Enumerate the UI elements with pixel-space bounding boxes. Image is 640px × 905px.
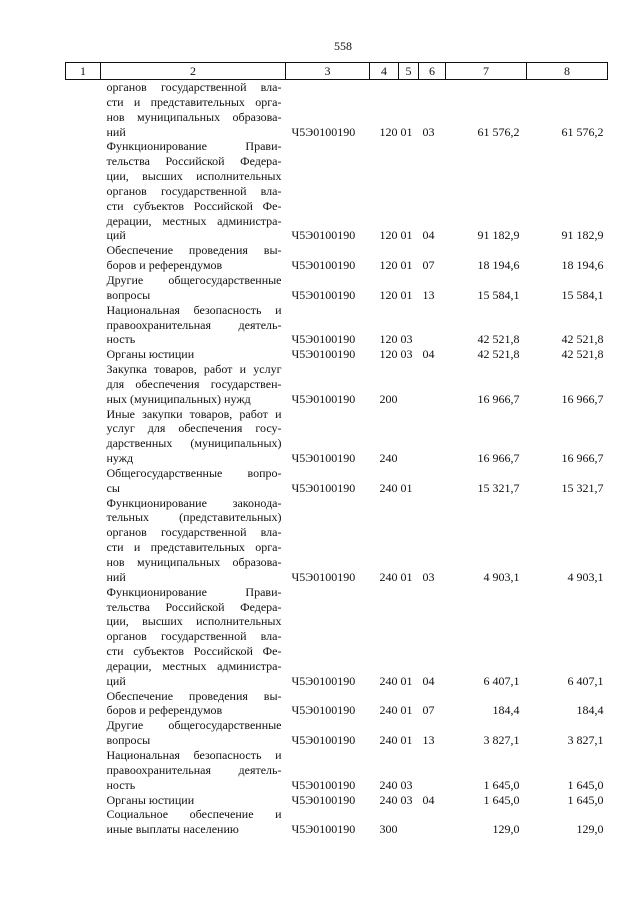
- row-code: Ч5Э0100190: [291, 258, 356, 273]
- row-name: [101, 243, 286, 273]
- table-row: [66, 407, 608, 466]
- row-col-5: 03: [400, 347, 413, 362]
- row-name-line: органов государственной вла-: [106, 525, 282, 540]
- row-code: Ч5Э0100190: [291, 347, 356, 362]
- row-amount-8: 42 521,8: [561, 332, 604, 347]
- row-col-1: [66, 718, 101, 748]
- row-amount-7: 4 903,1: [483, 569, 520, 584]
- row-col-1: [66, 273, 101, 303]
- header-col-4: 4: [370, 63, 399, 80]
- row-code: Ч5Э0100190: [291, 332, 356, 347]
- row-code: Ч5Э0100190: [291, 391, 356, 406]
- row-col-6: 04: [422, 347, 435, 362]
- row-col-5: 03: [400, 777, 413, 792]
- row-col-6: 13: [422, 733, 435, 748]
- row-name: [101, 139, 286, 243]
- row-col-5: 01: [400, 124, 413, 139]
- table-row: [66, 496, 608, 585]
- page-number: 558: [334, 39, 352, 53]
- row-name-line: Органы юстиции: [106, 792, 195, 807]
- row-amount-7: 3 827,1: [483, 733, 520, 748]
- row-amount-8: 16 966,7: [561, 391, 604, 406]
- row-name-line: тельства Российской Федера-: [106, 599, 282, 614]
- row-name: [101, 496, 286, 585]
- row-col-5: 01: [400, 673, 413, 688]
- row-name: [101, 585, 286, 689]
- row-name-line: нужд: [106, 451, 134, 466]
- row-name-line: дерации, местных администра-: [106, 658, 282, 673]
- row-amount-7: 18 194,6: [477, 258, 520, 273]
- row-amount-8: 3 827,1: [567, 733, 604, 748]
- row-name: [101, 347, 286, 362]
- row-col-5: 01: [400, 480, 413, 495]
- row-name: [101, 303, 286, 348]
- row-amount-8: 16 966,7: [561, 451, 604, 466]
- row-col-1: [66, 689, 101, 719]
- row-col-4: 240: [379, 451, 398, 466]
- row-name-line: дарственных (муниципальных): [106, 436, 282, 451]
- row-amount-8: 15 584,1: [561, 287, 604, 302]
- row-name-line: тельных (представительных): [106, 510, 282, 525]
- row-col-6: [419, 748, 446, 793]
- row-amount-7: 1 645,0: [483, 777, 520, 792]
- row-name-line: Функционирование законода-: [106, 495, 282, 510]
- row-name: [101, 466, 286, 496]
- row-col-5: 01: [400, 703, 413, 718]
- table-row: [66, 303, 608, 348]
- row-code: Ч5Э0100190: [291, 703, 356, 718]
- row-code: Ч5Э0100190: [291, 480, 356, 495]
- row-name-line: ность: [106, 777, 136, 792]
- row-code: Ч5Э0100190: [291, 569, 356, 584]
- row-name-line: Функционирование Прави-: [106, 139, 282, 154]
- row-name: [101, 80, 286, 140]
- table-row: [66, 347, 608, 362]
- row-name-line: Обеспечение проведения вы-: [106, 243, 282, 258]
- row-amount-7: 16 966,7: [477, 451, 520, 466]
- row-name-line: иные выплаты населению: [106, 822, 239, 837]
- row-name-line: нов муниципальных образова-: [106, 555, 282, 569]
- row-col-6: [419, 362, 446, 407]
- table-row: [66, 139, 608, 243]
- row-col-1: [66, 243, 101, 273]
- row-amount-7: 15 321,7: [477, 480, 520, 495]
- row-name-line: нов муниципальных образова-: [106, 109, 282, 124]
- row-col-5: 03: [400, 792, 413, 807]
- row-amount-8: 1 645,0: [567, 777, 604, 792]
- row-col-5: 01: [400, 228, 413, 243]
- table-row: [66, 243, 608, 273]
- row-name-line: вопросы: [106, 733, 151, 748]
- row-col-1: [66, 303, 101, 348]
- row-name-line: органов государственной вла-: [106, 80, 282, 94]
- row-col-1: [66, 807, 101, 837]
- header-col-3: 3: [286, 63, 370, 80]
- row-name-line: ции, высших исполнительных: [106, 614, 282, 629]
- row-amount-7: 1 645,0: [483, 792, 520, 807]
- row-col-1: [66, 585, 101, 689]
- row-col-6: [419, 303, 446, 348]
- row-col-1: [66, 139, 101, 243]
- row-code: Ч5Э0100190: [291, 777, 356, 792]
- table-row: [66, 585, 608, 689]
- row-col-5: [399, 807, 419, 837]
- row-amount-8: 18 194,6: [561, 258, 604, 273]
- row-name-line: ций: [106, 228, 126, 243]
- budget-table: [65, 62, 608, 837]
- row-col-1: [66, 793, 101, 808]
- row-name-line: сти субъектов Российской Фе-: [106, 198, 282, 213]
- row-col-5: 01: [400, 569, 413, 584]
- table-body: [66, 80, 608, 838]
- row-name-line: ных (муниципальных) нужд: [106, 391, 251, 406]
- row-col-4: 200: [379, 391, 398, 406]
- row-col-4: 240: [379, 792, 398, 807]
- table-row: [66, 80, 608, 140]
- row-amount-7: 91 182,9: [477, 228, 520, 243]
- row-amount-7: 129,0: [492, 822, 520, 837]
- row-col-6: 07: [422, 258, 435, 273]
- row-col-1: [66, 362, 101, 407]
- row-name-line: сти и представительных орга-: [106, 94, 282, 109]
- row-name-line: Органы юстиции: [106, 347, 195, 362]
- row-name-line: ций: [106, 673, 126, 688]
- row-name-line: сти субъектов Российской Фе-: [106, 644, 282, 659]
- row-name-line: для обеспечения государствен-: [106, 376, 282, 391]
- row-name-line: правоохранительная деятель-: [106, 762, 282, 777]
- row-col-5: 01: [400, 258, 413, 273]
- row-name: [101, 689, 286, 719]
- row-amount-8: 1 645,0: [567, 792, 604, 807]
- row-col-4: 240: [379, 733, 398, 748]
- row-col-1: [66, 496, 101, 585]
- row-col-5: 01: [400, 287, 413, 302]
- row-col-6: 13: [422, 287, 435, 302]
- row-name-line: Другие общегосударственные: [106, 718, 282, 733]
- row-name: [101, 748, 286, 793]
- header-col-6: 6: [419, 63, 446, 80]
- row-col-4: 120: [379, 124, 398, 139]
- row-col-6: 04: [422, 228, 435, 243]
- row-name-line: Другие общегосударственные: [106, 272, 282, 287]
- row-col-4: 120: [379, 347, 398, 362]
- table-row: [66, 807, 608, 837]
- row-name-line: Национальная безопасность и: [106, 747, 282, 762]
- row-amount-8: 15 321,7: [561, 480, 604, 495]
- row-code: Ч5Э0100190: [291, 822, 356, 837]
- row-col-1: [66, 407, 101, 466]
- row-amount-7: 15 584,1: [477, 287, 520, 302]
- row-code: Ч5Э0100190: [291, 733, 356, 748]
- row-name-line: ний: [106, 124, 126, 139]
- row-amount-8: 61 576,2: [561, 124, 604, 139]
- row-name-line: вопросы: [106, 287, 151, 302]
- row-name: [101, 807, 286, 837]
- row-name-line: сы: [106, 480, 120, 495]
- row-name-line: Общегосударственные вопро-: [106, 465, 282, 480]
- row-amount-7: 42 521,8: [477, 332, 520, 347]
- row-name-line: дерации, местных администра-: [106, 213, 282, 228]
- row-name-line: правоохранительная деятель-: [106, 317, 282, 332]
- table-row: [66, 273, 608, 303]
- row-name-line: ность: [106, 332, 136, 347]
- row-col-4: 240: [379, 777, 398, 792]
- row-amount-8: 129,0: [576, 822, 604, 837]
- row-name-line: Национальная безопасность и: [106, 302, 282, 317]
- row-amount-8: 6 407,1: [567, 673, 604, 688]
- row-name-line: тельства Российской Федера-: [106, 154, 282, 169]
- row-name-line: услуг для обеспечения госу-: [106, 421, 282, 436]
- header-col-2: 2: [101, 63, 286, 80]
- row-amount-8: 184,4: [576, 703, 604, 718]
- row-col-4: 240: [379, 480, 398, 495]
- table-row: [66, 793, 608, 808]
- row-col-4: 120: [379, 258, 398, 273]
- row-name-line: Социальное обеспечение и: [106, 807, 282, 822]
- row-col-1: [66, 80, 101, 140]
- row-name: [101, 362, 286, 407]
- row-col-6: 04: [422, 673, 435, 688]
- row-col-5: [399, 407, 419, 466]
- row-name-line: ции, высших исполнительных: [106, 169, 282, 184]
- row-col-4: 120: [379, 287, 398, 302]
- table-row: [66, 689, 608, 719]
- row-col-4: 240: [379, 673, 398, 688]
- row-col-6: 03: [422, 569, 435, 584]
- row-name: [101, 718, 286, 748]
- row-code: Ч5Э0100190: [291, 124, 356, 139]
- row-col-4: 120: [379, 228, 398, 243]
- row-amount-7: 6 407,1: [483, 673, 520, 688]
- table-row: [66, 362, 608, 407]
- row-code: Ч5Э0100190: [291, 287, 356, 302]
- table-row: [66, 718, 608, 748]
- row-col-6: [419, 466, 446, 496]
- table-row: [66, 748, 608, 793]
- header-col-1: 1: [66, 63, 101, 80]
- row-col-6: 07: [422, 703, 435, 718]
- row-name-line: органов государственной вла-: [106, 183, 282, 198]
- row-code: Ч5Э0100190: [291, 451, 356, 466]
- row-name-line: Обеспечение проведения вы-: [106, 688, 282, 703]
- row-amount-7: 42 521,8: [477, 347, 520, 362]
- row-amount-7: 16 966,7: [477, 391, 520, 406]
- row-col-4: 240: [379, 569, 398, 584]
- row-name: [101, 407, 286, 466]
- row-name: [101, 273, 286, 303]
- header-col-8: 8: [527, 63, 608, 80]
- row-col-5: [399, 362, 419, 407]
- row-col-1: [66, 347, 101, 362]
- table-row: [66, 466, 608, 496]
- row-name-line: органов государственной вла-: [106, 629, 282, 644]
- row-name-line: Функционирование Прави-: [106, 584, 282, 599]
- row-name-line: Закупка товаров, работ и услуг: [106, 362, 282, 377]
- row-code: Ч5Э0100190: [291, 792, 356, 807]
- header-row: [66, 63, 608, 80]
- row-col-6: 04: [422, 792, 435, 807]
- row-code: Ч5Э0100190: [291, 228, 356, 243]
- row-name-line: сти и представительных орга-: [106, 540, 282, 555]
- row-col-6: [419, 807, 446, 837]
- row-name-line: боров и референдумов: [106, 258, 223, 273]
- row-col-6: [419, 407, 446, 466]
- row-name-line: ний: [106, 569, 126, 584]
- table-header: [66, 63, 608, 80]
- row-amount-8: 42 521,8: [561, 347, 604, 362]
- row-col-6: 03: [422, 124, 435, 139]
- row-amount-7: 61 576,2: [477, 124, 520, 139]
- row-name: [101, 793, 286, 808]
- row-col-4: 300: [379, 822, 398, 837]
- row-name-line: Иные закупки товаров, работ и: [106, 406, 282, 421]
- row-amount-8: 91 182,9: [561, 228, 604, 243]
- row-col-4: 120: [379, 332, 398, 347]
- row-col-1: [66, 748, 101, 793]
- header-col-7: 7: [446, 63, 527, 80]
- row-amount-7: 184,4: [492, 703, 520, 718]
- row-amount-8: 4 903,1: [567, 569, 604, 584]
- row-col-5: 03: [400, 332, 413, 347]
- row-col-4: 240: [379, 703, 398, 718]
- row-col-1: [66, 466, 101, 496]
- row-col-5: 01: [400, 733, 413, 748]
- row-name-line: боров и референдумов: [106, 703, 223, 718]
- row-code: Ч5Э0100190: [291, 673, 356, 688]
- header-col-5: 5: [399, 63, 419, 80]
